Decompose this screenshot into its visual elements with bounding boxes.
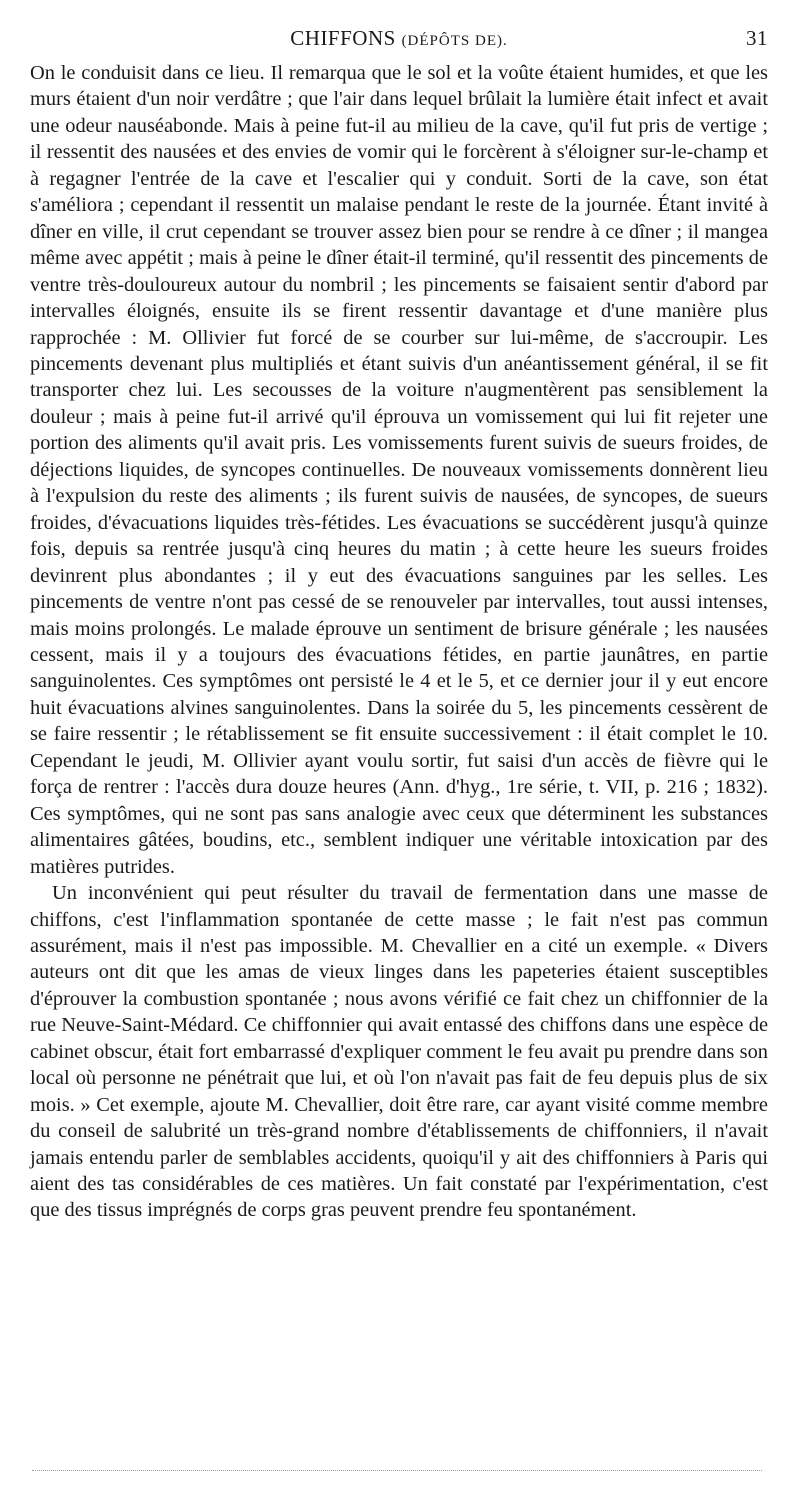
running-title-main: CHIFFONS — [290, 26, 396, 50]
paragraph-1: On le conduisit dans ce lieu. Il remarqua que le sol et la voûte étaient humides, et que les murs étaient d'un noir verdâtre ; que l'air dans lequel brûlait la lumière était infect et avait une odeur nauséabonde. Mais à peine fut-il au milieu de la cave, qu'il fut pris de vertige ; il ressentit des nausées et des envies de vomir qui le forcèrent à s'éloigner sur-le-champ et à regagner l'entrée de la cave et l'escalier qui y conduit. Sorti de la cave, son état s'améliora ; cependant il ressentit un malaise pendant le reste de la journée. Étant invité à dîner en ville, il crut cependant se trouver assez bien pour se rendre à ce dîner ; il mangea même avec appétit ; mais à peine le dîner était-il terminé, qu'il ressentit des pincements de ventre très-douloureux autour du nombril ; les pincements se faisaient sentir d'abord par intervalles éloignés, ensuite ils se firent ressentir davantage et d'une manière plus rapprochée : M. Ollivier fut forcé de se courber sur lui-même, de s'accroupir. Les pincements devenant plus multipliés et étant suivis d'un anéantissement général, il se fit transporter chez lui. Les secousses de la voiture n'augmentèrent pas sensiblement la douleur ; mais à peine fut-il arrivé qu'il éprouva un vomissement qui lui fit rejeter une portion des aliments qu'il avait pris. Les vomissements furent suivis de sueurs froides, de déjections liquides, de syncopes continuelles. De nouveaux vomissements donnèrent lieu à l'expulsion du reste des aliments ; ils furent suivis de nausées, de syncopes, de sueurs froides, d'évacuations liquides très-fétides. Les évacuations se succédèrent jusqu'à quinze fois, depuis sa rentrée jusqu'à cinq heures du matin ; à cette heure les sueurs froides devinrent plus abondantes ; il y eut des évacuations sanguines par les selles. Les pincements de ventre n'ont pas cessé de se renouveler par intervalles, tout aussi intenses, mais moins prolongés. Le malade éprouve un sentiment de brisure générale ; les nausées cessent, mais il y a toujours des évacuations fétides, en partie jaunâtres, en partie sanguinolentes. Ces symptômes ont persisté le 4 et le 5, et ce dernier jour il y eut encore huit évacuations alvines sanguinolentes. Dans la soirée du 5, les pincements cessèrent de se faire ressentir ; le rétablissement se fit ensuite successivement : il était complet le 10. Cependant le jeudi, M. Ollivier ayant voulu sortir, fut saisi d'un accès de fièvre qui le força de rentrer : l'accès dura douze heures (Ann. d'hyg., 1re série, t. VII, p. 216 ; 1832). Ces symptômes, qui ne sont pas sans analogie avec ceux que déterminent les substances alimentaires gâtées, boudins, etc., semblent indiquer une véritable intoxication par des matières putrides. — [30, 62, 768, 878]
running-header — [30, 26, 768, 56]
running-title — [30, 26, 768, 51]
body-text — [30, 60, 768, 1224]
book-page — [30, 26, 768, 1224]
footer-dotted-rule — [32, 1470, 762, 1471]
running-title-paren: (DÉPÔTS DE). — [401, 33, 508, 49]
paragraph-2: Un inconvénient qui peut résulter du travail de fermentation dans une masse de chiffons, c'est l'inflammation spontanée de cette masse ; le fait n'est pas commun assurément, mais il n'est pas impossible. M. Chevallier en a cité un exemple. « Divers auteurs ont dit que les amas de vieux linges dans les papeteries étaient susceptibles d'éprouver la combustion spontanée ; nous avons vérifié ce fait chez un chiffonnier de la rue Neuve-Saint-Médard. Ce chiffonnier qui avait entassé des chiffons dans une espèce de cabinet obscur, était fort embarrassé d'expliquer comment le feu avait pu prendre dans son local où personne ne pénétrait que lui, et où l'on n'avait pas fait de feu depuis plus de six mois. » Cet exemple, ajoute M. Chevallier, doit être rare, car ayant visité comme membre du conseil de salubrité un très-grand nombre d'établissements de chiffonniers, il n'avait jamais entendu parler de semblables accidents, quoiqu'il y ait des chiffonniers à Paris qui aient des tas considérables de ces matières. Un fait constaté par l'expérimentation, c'est que des tissus imprégnés de corps gras peuvent prendre feu spontanément. — [30, 882, 768, 1222]
page-number: 31 — [746, 26, 768, 50]
